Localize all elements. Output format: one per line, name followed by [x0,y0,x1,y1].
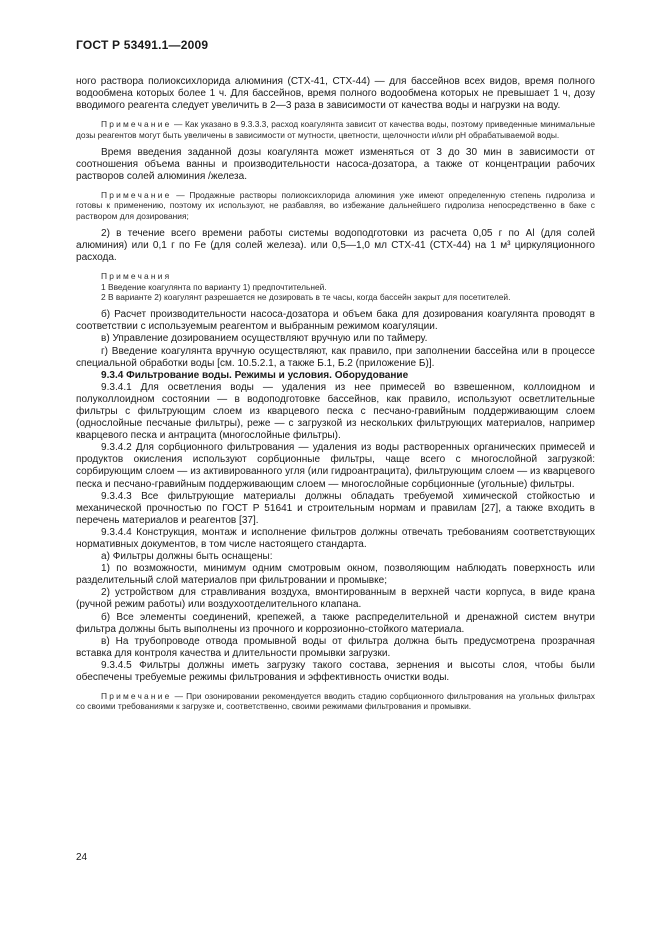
note-label: Примечание [101,691,172,702]
paragraph: в) На трубопроводе отвода промывной воды от фильтра должна быть предусмотрена прозрачная вставка для контроля качества и длительности промывки загрузки. [76,635,595,659]
notes-label: Примечания [101,271,172,282]
paragraph: 2) в течение всего времени работы системы водоподготовки из расчета 0,05 г по Al (для солей алюминия) или 0,1 г по Fe (для солей железа). или 0,5—1,0 мл СТХ-41 (СТХ-44) на 1 м³ циркуляционного расхода. [76,228,595,264]
note-item: 1 Введение коагулянта по варианту 1) предпочтительней. [101,281,327,292]
paragraph: а) Фильтры должны быть оснащены: [101,551,273,563]
note-text: — Продажные растворы полиоксихлорида алюминия уже имеют определенную степень гидролиза и готовы к применению, поэтому их используют, не разбавляя, во избежание дальнейшего гидролиза непосредственно в баке с раствором для дозирования; [76,190,595,221]
paragraph: 9.3.4.1 Для осветления воды — удаления из нее примесей во взвешенном, коллоидном и полуколлоидном состоянии — в водоподготовке бассейнов, как правило, используют осветлительные фильтры с фильтрующим слоем из кварцевого песка с песчано-гравийным поддерживающим слоем (однослойные песчаные фильтры), реже — с загрузкой из нескольких фильтрующих материалов, например кварцевого песка и антрацита (многослойные фильтры). [76,381,595,442]
note-label: Примечание [101,119,172,130]
note-text: — При озонировании рекомендуется вводить стадию сорбционного фильтрования на угольных фильтрах со своими требованиями к загрузке и, соответственно, своими режимами фильтрования и промывки. [76,691,595,712]
note-item: 2 В варианте 2) коагулянт разрешается не дозировать в те часы, когда бассейн закрыт для посетителей. [101,291,511,302]
paragraph: в) Управление дозированием осуществляют вручную или по таймеру. [101,333,428,345]
page-number: 24 [76,852,88,863]
note-label: Примечание [101,190,172,201]
note [76,190,595,221]
document-header: ГОСТ Р 53491.1—2009 [76,38,209,52]
paragraph: 9.3.4.5 Фильтры должны иметь загрузку такого состава, зернения и высоты слоя, чтобы были обеспечены требуемые режимы фильтрования и эффективность очистки воды. [76,659,595,684]
note [76,119,595,140]
section-heading: 9.3.4 Фильтрование воды. Режимы и условия. Оборудование [101,369,409,381]
paragraph: г) Введение коагулянта вручную осуществляют, как правило, при заполнении бассейна или в процессе специальной обработки воды [см. 10.5.2.1, а также Б.1, Б.2 (приложение Б)]. [76,345,595,369]
paragraph: б) Все элементы соединений, крепежей, а также распределительной и дренажной систем внутри фильтра должны быть выполнены из прочного и коррозионно-стойкого материала. [76,611,595,635]
paragraph: ного раствора полиоксихлорида алюминия (СТХ-41, СТХ-44) — для бассейнов всех видов, время полного водообмена которых более 1 ч. Для бассейнов, время полного водообмена которых не превышает 1 ч, дозу вводимого реагента следует увеличить в 2—3 раза в зависимости от качества воды и нагрузки на воду. [76,76,595,112]
paragraph: 2) устройством для стравливания воздуха, вмонтированным в верхней части корпуса, в виде крана (ручной режим работы) или воздухоотделительного клапана. [76,587,595,611]
paragraph: б) Расчет производительности насоса-дозатора и объем бака для дозирования коагулянта проводят в соответствии с используемым реагентом и выбранным режимом коагуляции. [76,309,595,333]
note-text: — Как указано в 9.3.3.3, расход коагулянта зависит от качества воды, поэтому приведенные минимальные дозы реагентов могут быть увеличены в зависимости от мутности, цветности, щелочности и/или pH обрабатываемой воды. [76,119,595,140]
paragraph: 9.3.4.3 Все фильтрующие материалы должны обладать требуемой химической стойкостью и механической прочностью по ГОСТ Р 51641 и строительным нормам и правилам [27], а также входить в перечень материалов и реагентов [37]. [76,490,595,526]
paragraph: 9.3.4.4 Конструкция, монтаж и исполнение фильтров должны отвечать требованиям соответствующих нормативных документов, в том числе настоящего стандарта. [76,526,595,550]
paragraph: 9.3.4.2 Для сорбционного фильтрования — удаления из воды растворенных органических примесей и продуктов окисления используют сорбционные фильтры, чаще всего с многослойной загрузкой: сорбирующим слоем — из активированного угля (или гидроантрацита), фильтрующим слоем — из кварцевого песка и песчано-гравийным поддерживающим слоем — многослойные сорбционные (угольные) фильтры. [76,442,595,490]
note [76,691,595,712]
page-body [76,76,595,712]
paragraph: 1) по возможности, минимум одним смотровым окном, позволяющим наблюдать поверхность или разделительный слой материалов при фильтровании и промывке; [76,563,595,587]
paragraph: Время введения заданной дозы коагулянта может изменяться от 3 до 30 мин в зависимости от соотношения объема ванны и производительности насоса-дозатора, а также от концентрации рабочих растворов солей алюминия /железа. [76,146,595,183]
